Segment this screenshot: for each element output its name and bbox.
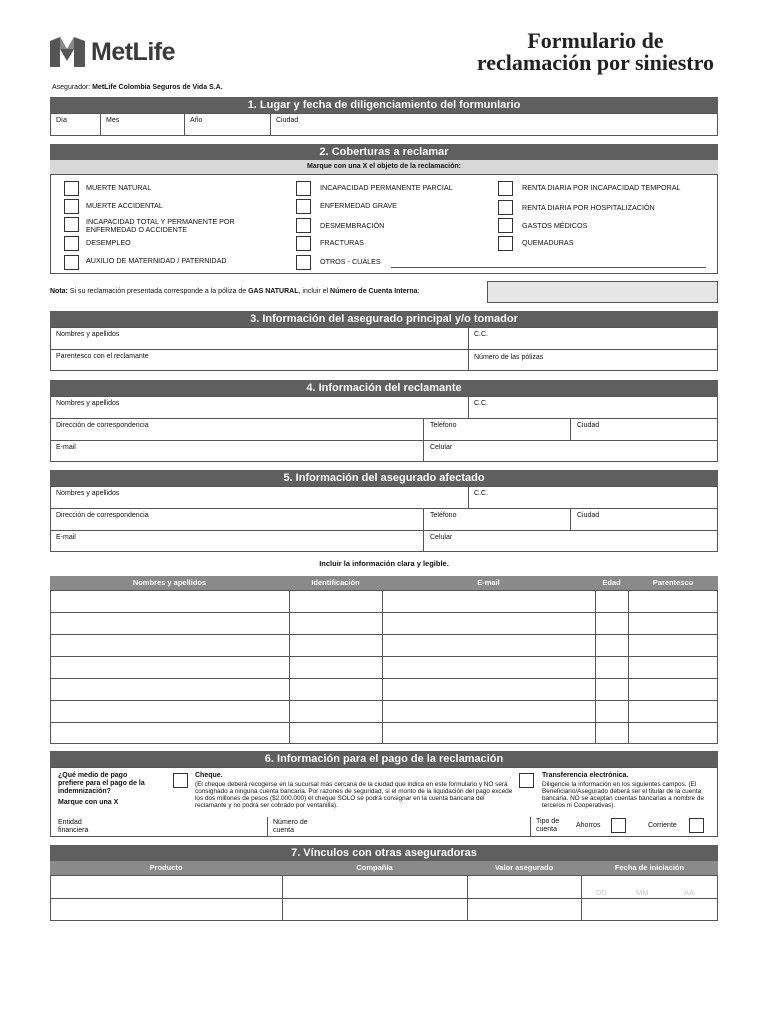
title-line-1: Formulario de xyxy=(527,28,664,53)
s5-mobile-field[interactable]: Celular xyxy=(430,534,453,541)
s5-city-field[interactable]: Ciudad xyxy=(577,512,600,519)
option-muerte-natural: MUERTE NATURAL xyxy=(86,183,152,192)
date-aa-hint: AA xyxy=(684,888,695,897)
internal-account-input[interactable] xyxy=(487,281,718,303)
section-5-box xyxy=(50,486,718,552)
insurer-value: MetLife Colombia Seguros de Vida S.A. xyxy=(92,84,223,91)
checkbox-auxilio-maternidad[interactable] xyxy=(64,255,79,270)
option-fracturas: FRACTURAS xyxy=(320,238,364,247)
otros-cuales-line[interactable] xyxy=(391,267,706,268)
s3-relation-field[interactable]: Parentesco con el reclamante xyxy=(56,353,149,360)
s5-email-field[interactable]: E-mail xyxy=(56,534,76,541)
transfer-text: Diligencie la información en los siguientes campos. (El Beneficiario/Asegurado deberá ser el titular de la cuenta bancaria. NO se aceptan cuentas bancarias a nombre de terceros ni Cooperativas). xyxy=(542,781,704,809)
day-field[interactable]: Día xyxy=(56,117,67,124)
insurer-line xyxy=(52,84,223,91)
option-desempleo: DESEMPLEO xyxy=(86,238,131,247)
cheque-title: Cheque. xyxy=(195,772,223,779)
section-4-box xyxy=(50,396,718,462)
checkbox-checking[interactable] xyxy=(689,818,704,833)
city-field[interactable]: Ciudad xyxy=(276,117,299,124)
option-muerte-accidental: MUERTE ACCIDENTAL xyxy=(86,201,163,210)
beneficiaries-instruction: Incluir la información clara y legible. xyxy=(319,559,449,568)
option-quemaduras: QUEMADURAS xyxy=(522,238,574,247)
s4-city-field[interactable]: Ciudad xyxy=(577,422,600,429)
section-4-header: 4. Información del reclamante xyxy=(50,380,718,396)
col-nombres: Nombres y apellidos xyxy=(50,576,289,590)
s4-address-field[interactable]: Dirección de correspondencia xyxy=(56,422,149,429)
brand-name: MetLife xyxy=(91,37,175,66)
checkbox-enfermedad-grave[interactable] xyxy=(296,199,311,214)
title-line-2: reclamación por siniestro xyxy=(476,50,714,75)
checkbox-quemaduras[interactable] xyxy=(498,236,513,251)
cheque-text: (El cheque deberá recogerse en la sucursal más cercana de la ciudad que indica en este formulario y NO será consignado a ninguna cuenta bancaria. Por razones de seguridad, si el monto de la liquidación del pago excede los dos millones de pesos ($2.000.000) el cheque SOLO se podrá consignar en la cuenta bancaria del reclamante y no podrá ser cobrado por ventanilla). xyxy=(195,781,513,809)
s3-name-field[interactable]: Nombres y apellidos xyxy=(56,331,120,338)
checkbox-muerte-natural[interactable] xyxy=(64,181,79,196)
checkbox-cheque[interactable] xyxy=(173,773,188,788)
section-1-box xyxy=(50,113,718,136)
col-compania: Compañía xyxy=(282,861,467,875)
checkbox-desmembracion[interactable] xyxy=(296,218,311,233)
col-email: E-mail xyxy=(382,576,595,590)
s4-mobile-field[interactable]: Celular xyxy=(430,444,453,451)
checkbox-renta-hospitalizacion[interactable] xyxy=(498,200,513,215)
account-type-label: Tipo de cuenta xyxy=(536,818,560,833)
checkbox-muerte-accidental[interactable] xyxy=(64,199,79,214)
payment-mark-instruction: Marque con una X xyxy=(58,799,119,806)
col-producto: Producto xyxy=(50,861,282,875)
option-auxilio-maternidad: AUXILIO DE MATERNIDAD / PATERNIDAD xyxy=(86,256,227,265)
option-desmembracion: DESMEMBRACIÓN xyxy=(320,221,385,230)
metlife-logo-icon xyxy=(50,37,85,67)
checkbox-transfer[interactable] xyxy=(519,773,534,788)
payment-question: ¿Qué medio de pago prefiere para el pago de la indemnización? xyxy=(58,772,145,795)
checkbox-fracturas[interactable] xyxy=(296,236,311,251)
col-parentesco: Parentesco xyxy=(628,576,718,590)
option-incapacidad-parcial: INCAPACIDAD PERMANENTE PARCIAL xyxy=(320,183,453,192)
date-mm-hint: MM xyxy=(636,888,649,897)
col-fecha-iniciacion: Fecha de iniciación xyxy=(581,861,718,875)
date-dd-hint: DD xyxy=(596,888,607,897)
month-field[interactable]: Mes xyxy=(106,117,120,124)
option-renta-hospitalizacion: RENTA DIARIA POR HOSPITALIZACIÓN xyxy=(522,203,655,212)
beneficiaries-table[interactable] xyxy=(50,590,718,744)
transfer-title: Transferencia electrónica. xyxy=(542,772,629,779)
s4-phone-field[interactable]: Teléfono xyxy=(430,422,457,429)
section-1-header: 1. Lugar y fecha de diligenciamiento del formunlario xyxy=(50,97,718,113)
s5-phone-field[interactable]: Teléfono xyxy=(430,512,457,519)
checkbox-incapacidad-parcial[interactable] xyxy=(296,181,311,196)
checkbox-gastos-medicos[interactable] xyxy=(498,218,513,233)
s3-policies-field[interactable]: Número de las pólizas xyxy=(474,354,544,361)
s4-email-field[interactable]: E-mail xyxy=(56,444,76,451)
account-number-field[interactable]: Número de cuenta xyxy=(273,819,308,834)
section-6-header: 6. Información para el pago de la reclamación xyxy=(50,751,718,767)
option-enfermedad-grave: ENFERMEDAD GRAVE xyxy=(320,201,397,210)
checkbox-savings[interactable] xyxy=(611,818,626,833)
section-7-header: 7. Vínculos con otras aseguradoras xyxy=(50,845,718,861)
metlife-logo xyxy=(50,37,210,67)
checkbox-desempleo[interactable] xyxy=(64,236,79,251)
s5-name-field[interactable]: Nombres y apellidos xyxy=(56,490,120,497)
s4-cc-field[interactable]: C.C. xyxy=(474,400,488,407)
page-title xyxy=(477,30,714,74)
checkbox-renta-incapacidad[interactable] xyxy=(498,181,513,196)
s5-cc-field[interactable]: C.C. xyxy=(474,490,488,497)
checking-label: Corriente xyxy=(648,822,677,829)
col-valor-asegurado: Valor asegurado xyxy=(467,861,581,875)
s5-address-field[interactable]: Dirección de correspondencia xyxy=(56,512,149,519)
col-edad: Edad xyxy=(595,576,628,590)
option-gastos-medicos: GASTOS MÉDICOS xyxy=(522,221,588,230)
col-identificacion: Identificación xyxy=(289,576,382,590)
checkbox-otros[interactable] xyxy=(296,255,311,270)
insurer-label: Asegurador: xyxy=(52,84,91,91)
s4-name-field[interactable]: Nombres y apellidos xyxy=(56,400,120,407)
year-field[interactable]: Año xyxy=(190,117,203,124)
section-5-header: 5. Información del asegurado afectado xyxy=(50,470,718,486)
option-otros: OTROS - CUÁLES xyxy=(320,257,381,266)
section-2-header: 2. Coberturas a reclamar xyxy=(50,144,718,160)
option-incapacidad-total: INCAPACIDAD TOTAL Y PERMANENTE POR ENFERMEDAD O ACCIDENTE xyxy=(86,217,235,234)
gas-natural-note: Nota: Si su reclamación presentada corresponde a la póliza de GAS NATURAL, incluir el Número de Cuenta Interna: xyxy=(50,288,420,295)
s3-cc-field[interactable]: C.C. xyxy=(474,331,488,338)
checkbox-incapacidad-total[interactable] xyxy=(64,217,79,232)
option-renta-incapacidad: RENTA DIARIA POR INCAPACIDAD TEMPORAL xyxy=(522,183,681,192)
section-2-instruction: Marque con una X el objeto de la reclamación: xyxy=(50,160,718,174)
savings-label: Ahorros xyxy=(576,822,601,829)
section-3-header: 3. Información del asegurado principal y/o tomador xyxy=(50,311,718,327)
financial-entity-field[interactable]: Entidad financiera xyxy=(58,819,89,834)
